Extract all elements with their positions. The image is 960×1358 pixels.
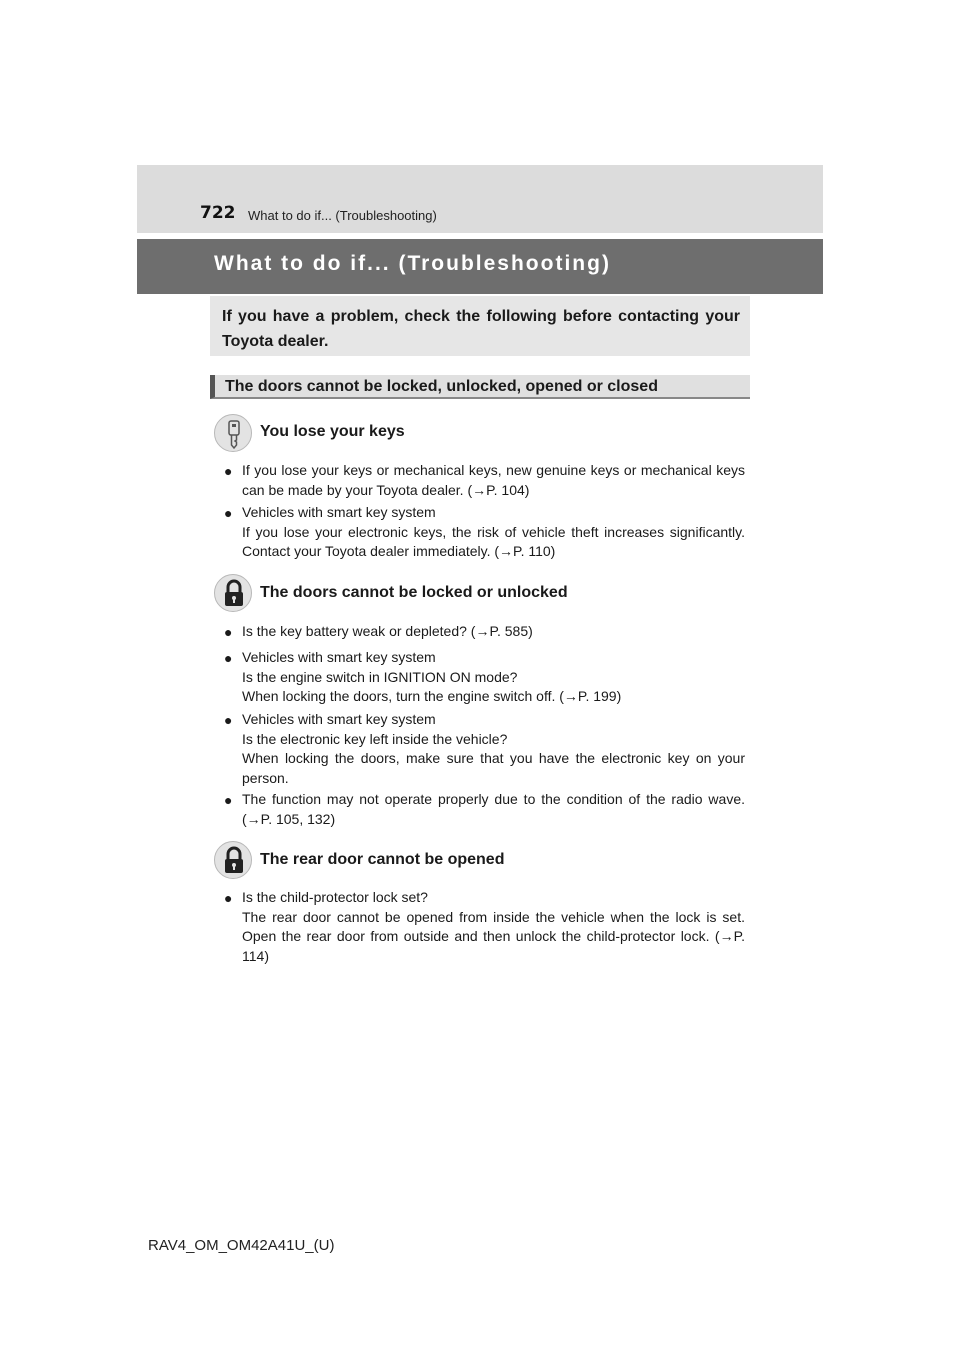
bullet-icon: ●: [224, 712, 233, 728]
key-icon: [214, 414, 252, 452]
list-item: Vehicles with smart key system If you lose your electronic keys, the risk of vehicle theft increases significantly. Contact your Toyota dealer immediately. (→P. 110): [242, 504, 745, 559]
page-number: 722: [200, 203, 236, 223]
list-item: Is the key battery weak or depleted? (→P. 585): [242, 623, 533, 639]
section-heading-text: The doors cannot be locked, unlocked, opened or closed: [225, 378, 658, 395]
list-item: Is the child-protector lock set? The rear door cannot be opened from inside the vehicle when the lock is set. Open the rear door from outside and then unlock the child-protector lock. (→P. 114): [242, 889, 745, 964]
bullet-icon: ●: [224, 792, 233, 808]
page-title: What to do if... (Troubleshooting): [214, 252, 611, 275]
bullet-icon: ●: [224, 624, 233, 640]
list-item: Vehicles with smart key system Is the engine switch in IGNITION ON mode? When locking the doors, turn the engine switch off. (→P. 199): [242, 649, 622, 704]
list-item: The function may not operate properly due to the condition of the radio wave. (→P. 105, 132): [242, 791, 745, 827]
list-item: If you lose your keys or mechanical keys, new genuine keys or mechanical keys can be made by your Toyota dealer. (→P. 104): [242, 462, 745, 498]
subsection-title-rear-door: The rear door cannot be opened: [260, 851, 505, 868]
padlock-icon: [214, 574, 252, 612]
subsection-title-lost-keys: You lose your keys: [260, 423, 405, 440]
intro-text: If you have a problem, check the following before contacting your Toyota dealer.: [222, 308, 740, 350]
bullet-icon: ●: [224, 463, 233, 479]
padlock-icon: [214, 841, 252, 879]
header-band: [137, 165, 823, 233]
bullet-icon: ●: [224, 890, 233, 906]
running-head: What to do if... (Troubleshooting): [248, 208, 437, 223]
list-item: Vehicles with smart key system Is the electronic key left inside the vehicle? When locking the doors, make sure that you have the electronic key on your person.: [242, 711, 745, 786]
section-heading: [210, 375, 750, 399]
bullet-icon: ●: [224, 650, 233, 666]
footer-doc-code: RAV4_OM_OM42A41U_(U): [148, 1237, 335, 1254]
bullet-icon: ●: [224, 505, 233, 521]
subsection-title-cannot-lock: The doors cannot be locked or unlocked: [260, 584, 568, 601]
